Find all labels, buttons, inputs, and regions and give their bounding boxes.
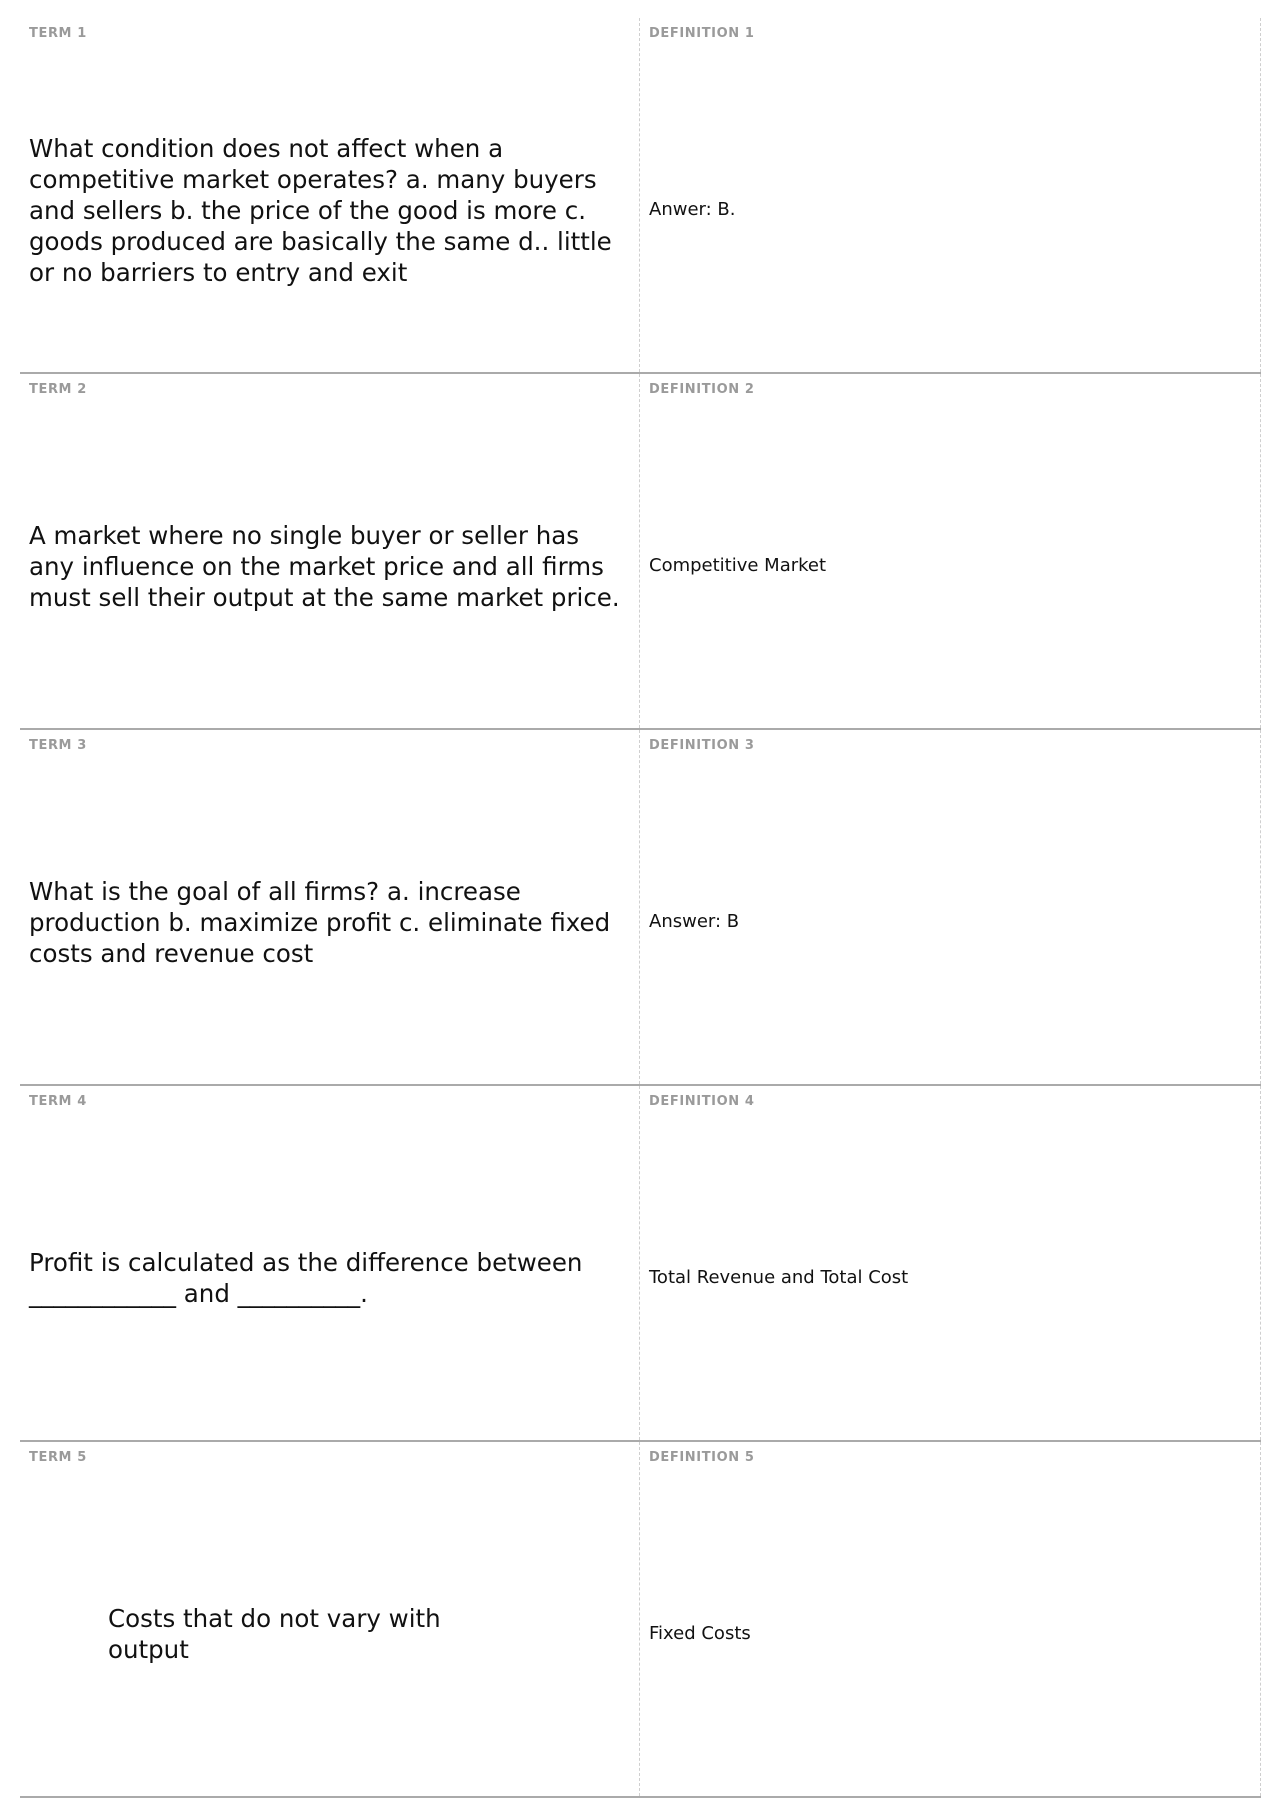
definition-label: DEFINITION 5 [649,1450,755,1465]
definition-label: DEFINITION 2 [649,382,755,397]
definition-text: Anwer: B. [649,199,736,220]
term-cell-3 [20,730,640,1084]
term-text: What is the goal of all firms? a. increase production b. maximize profit c. eliminate fixed costs and revenue cost [29,876,611,968]
definition-cell-4 [640,1086,1261,1440]
definition-label: DEFINITION 3 [649,738,755,753]
definition-cell-1 [640,18,1261,372]
term-cell-2 [20,374,640,728]
flashcard-sheet [20,18,1261,1795]
flashcard-row-1 [20,18,1261,374]
term-label: TERM 3 [29,738,87,753]
definition-text: Answer: B [649,911,740,932]
definition-cell-5 [640,1442,1261,1796]
term-text: What condition does not affect when a competitive market operates? a. many buyers and sellers b. the price of the good is more c. goods produced are basically the same d.. little or no barriers to entry and exit [29,133,612,287]
term-cell-1 [20,18,640,372]
term-label: TERM 2 [29,382,87,397]
definition-cell-3 [640,730,1261,1084]
term-text: A market where no single buyer or seller has any influence on the market price and all firms must sell their output at the same market price. [29,520,620,612]
term-label: TERM 5 [29,1450,87,1465]
term-text: Costs that do not vary with output [108,1604,441,1664]
term-text: Profit is calculated as the difference between ____________ and __________. [29,1248,583,1308]
definition-cell-2 [640,374,1261,728]
flashcard-row-5 [20,1442,1261,1798]
definition-text: Fixed Costs [649,1623,751,1644]
definition-text: Competitive Market [649,555,827,576]
flashcard-row-4 [20,1086,1261,1442]
definition-label: DEFINITION 4 [649,1094,755,1109]
definition-text: Total Revenue and Total Cost [649,1267,909,1288]
flashcard-row-2 [20,374,1261,730]
definition-label: DEFINITION 1 [649,26,755,41]
term-label: TERM 4 [29,1094,87,1109]
term-cell-5 [20,1442,640,1796]
flashcard-row-3 [20,730,1261,1086]
term-label: TERM 1 [29,26,87,41]
term-cell-4 [20,1086,640,1440]
